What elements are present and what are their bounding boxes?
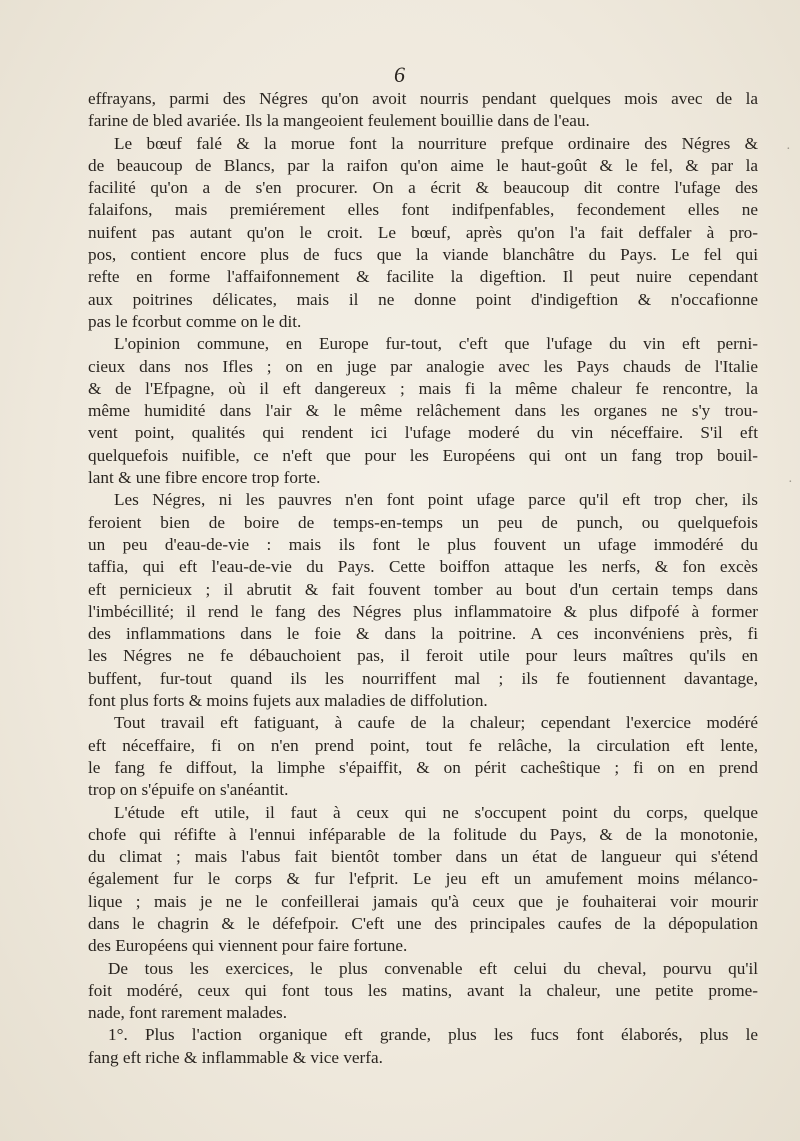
text-line: nade, font rarement malades. [88,1003,287,1023]
margin-speck: · [786,142,791,157]
text-line: pos, contient encore plus de fucs que la viande blanchâtre du Pays. Le fel qui [88,245,758,265]
text-line: feroient bien de boire de temps-en-temps un peu de punch, ou quelquefois [88,512,758,532]
text-line: foit modéré, ceux qui font tous les matins, avant la chaleur, une petite prome- [88,980,758,1000]
text-line: nuifent pas autant qu'on le croit. Le bœuf, après qu'on l'a fait deffaler à pro- [88,222,758,242]
text-line: lique ; mais je ne le confeillerai jamais qu'à ceux que je fouhaiterai voir mourir [88,891,758,911]
body-text [88,88,758,1069]
text-line: buffent, fur-tout quand ils les nourriffent mal ; ils fe foutiennent davantage, [88,668,758,688]
text-line: quelquefois nuifible, ce n'eft que pour les Européens qui ont un fang trop bouil- [88,445,758,465]
text-line: chofe qui réfifte à l'ennui inféparable de la folitude du Pays, & de la monotonie, [88,824,758,844]
text-line: aux poitrines délicates, mais il ne donne point d'indigeftion & n'occafionne [88,289,758,309]
text-line: des inflammations dans le foie & dans la poitrine. A ces inconvéniens près, fi [88,624,758,644]
text-line: pas le fcorbut comme on le dit. [88,311,302,331]
text-line: Les Négres, ni les pauvres n'en font point ufage parce qu'il eft trop cher, ils [114,490,758,510]
text-line: L'étude eft utile, il faut à ceux qui ne s'occupent point du corps, quelque [114,802,758,822]
text-line: également fur le corps & fur l'efprit. Le jeu eft un amufement moins mélanco- [88,869,758,889]
text-line: un peu d'eau-de-vie : mais ils font le plus fouvent un ufage immodéré du [88,534,758,554]
text-line: du climat ; mais l'abus fait bientôt tomber dans un état de langueur qui s'étend [88,847,758,867]
text-line: lant & une fibre encore trop forte. [88,468,321,488]
text-line: le fang fe diffout, la limphe s'épaiffit, & on périt cacheŝtique ; fi on en prend [88,757,758,777]
text-line: les Négres ne fe débauchoient pas, il feroit utile pour leurs maîtres qu'ils en [88,646,758,666]
text-line: De tous les exercices, le plus convenable eft celui du cheval, pourvu qu'il [108,958,758,978]
text-line: refte en forme l'affaifonnement & facilite la digeftion. Il peut nuire cependant [88,267,758,287]
text-line: Tout travail eft fatiguant, à caufe de la chaleur; cependant l'exercice modéré [114,713,758,733]
text-line: l'imbécillité; il rend le fang des Négres plus inflammatoire & plus difpofé à former [88,601,758,621]
text-line: dans le chagrin & le défefpoir. C'eft une des principales caufes de la dépopulation [88,913,758,933]
text-line: même humidité dans l'air & le même relâchement dans les organes ne s'y trou- [88,401,758,421]
margin-speck: · [788,475,793,490]
text-line: 1°. Plus l'action organique eft grande, plus les fucs font élaborés, plus le [108,1025,758,1045]
text-line: font plus forts & moins fujets aux maladies de diffolution. [88,691,488,711]
text-line: falaifons, mais premiérement elles font indifpenfables, fecondement elles ne [88,200,758,220]
text-line: eft pernicieux ; il abrutit & fait fouvent tomber au bout d'un certain temps dans [88,579,758,599]
text-line: vent point, qualités qui rendent ici l'ufage moderé du vin néceffaire. S'il eft [88,423,758,443]
text-line: facilité qu'on a de s'en procurer. On a écrit & beaucoup dit contre l'ufage des [88,178,758,198]
text-line: trop on s'épuife on s'anéantit. [88,780,289,800]
text-line: fang eft riche & inflammable & vice verfa. [88,1047,383,1067]
text-line: effrayans, parmi des Négres qu'on avoit nourris pendant quelques mois avec de la [88,89,758,108]
text-line: farine de bled avariée. Ils la mangeoient feulement bouillie dans de l'eau. [88,111,590,131]
text-line: taffia, qui eft l'eau-de-vie du Pays. Cette boiffon attaque les nerfs, & fon excès [88,557,758,577]
text-line: des Européens qui viennent pour faire fortune. [88,936,408,956]
page-number: 6 [394,62,406,87]
text-line: L'opinion commune, en Europe fur-tout, c'eft que l'ufage du vin eft perni- [114,334,758,354]
text-line: eft néceffaire, fi on n'en prend point, tout fe relâche, la circulation eft lente, [88,735,758,755]
text-line: cieux dans nos Ifles ; on en juge par analogie avec les Pays chauds de l'Italie [88,356,758,376]
text-line: de beaucoup de Blancs, par la raifon qu'on aime le haut-goût & le fel, & par la [88,155,758,175]
text-line: Le bœuf falé & la morue font la nourriture prefque ordinaire des Négres & [114,133,758,153]
text-line: & de l'Efpagne, où il eft dangereux ; mais fi la même chaleur fe rencontre, la [88,378,758,398]
